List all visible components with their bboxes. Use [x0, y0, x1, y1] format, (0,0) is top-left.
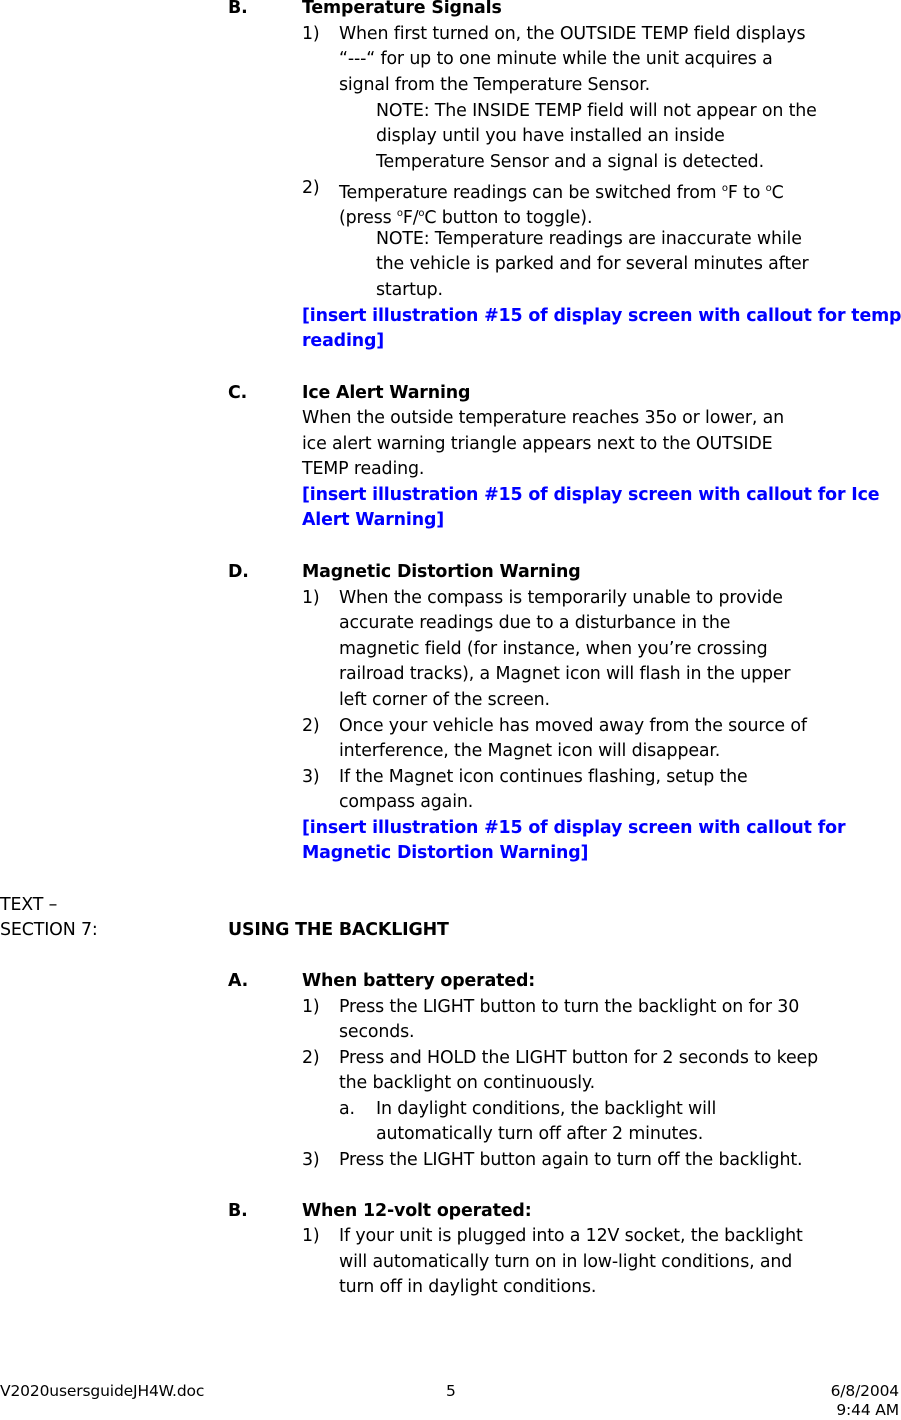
illustration-placeholder: Magnetic Distortion Warning] [302, 843, 589, 863]
illustration-placeholder: reading] [302, 331, 385, 351]
list-number: 3) [302, 767, 320, 787]
paragraph-line: compass again. [339, 792, 474, 812]
illustration-placeholder: [insert illustration #15 of display screen with callout for temp [302, 306, 901, 326]
section-letter: D. [228, 562, 249, 582]
list-letter: a. [339, 1099, 355, 1119]
note-line: Temperature Sensor and a signal is detected. [376, 152, 764, 172]
section-heading: Temperature Signals [302, 0, 502, 18]
list-number: 1) [302, 997, 320, 1017]
paragraph-line: In daylight conditions, the backlight will [376, 1099, 717, 1119]
note-line: startup. [376, 280, 443, 300]
list-number: 3) [302, 1150, 320, 1170]
paragraph-line: If the Magnet icon continues flashing, setup the [339, 767, 748, 787]
paragraph-line: (press $^o$F/$^o$C button to toggle). [339, 207, 593, 228]
paragraph-line: Temperature readings can be switched from $^o$F to $^o$C [339, 182, 784, 203]
paragraph-line: Press the LIGHT button to turn the backlight on for 30 [339, 997, 800, 1017]
paragraph-line: TEMP reading. [302, 459, 425, 479]
list-number: 2) [302, 716, 320, 736]
footer-page-number: 5 [446, 1382, 456, 1400]
paragraph-line: ice alert warning triangle appears next to the OUTSIDE [302, 434, 773, 454]
footer-filename: V2020usersguideJH4W.doc [0, 1382, 205, 1400]
paragraph-line: When the outside temperature reaches 35o or lower, an [302, 408, 784, 428]
footer-time: 9:44 AM [836, 1401, 899, 1419]
list-number: 1) [302, 588, 320, 608]
paragraph-line: railroad tracks), a Magnet icon will flash in the upper [339, 664, 791, 684]
section-letter: A. [228, 971, 249, 991]
footer-date: 6/8/2004 [830, 1382, 899, 1400]
paragraph-line: accurate readings due to a disturbance in the [339, 613, 731, 633]
paragraph-line: will automatically turn on in low-light conditions, and [339, 1252, 793, 1272]
paragraph-line: Once your vehicle has moved away from the source of [339, 716, 807, 736]
note-line: NOTE: The INSIDE TEMP field will not appear on the [376, 101, 817, 121]
paragraph-line: Press the LIGHT button again to turn off the backlight. [339, 1150, 803, 1170]
list-number: 1) [302, 1226, 320, 1246]
section-heading: When 12-volt operated: [302, 1201, 532, 1221]
illustration-placeholder: [insert illustration #15 of display screen with callout for [302, 818, 846, 838]
note-line: display until you have installed an inside [376, 126, 725, 146]
paragraph-line: seconds. [339, 1022, 415, 1042]
paragraph-line: the backlight on continuously. [339, 1073, 595, 1093]
note-line: NOTE: Temperature readings are inaccurate while [376, 229, 802, 249]
page-title: USING THE BACKLIGHT [228, 920, 449, 940]
paragraph-line: magnetic field (for instance, when you’re crossing [339, 639, 768, 659]
paragraph-line: left corner of the screen. [339, 690, 550, 710]
list-number: 1) [302, 24, 320, 44]
section-label: SECTION 7: [0, 920, 98, 940]
paragraph-line: When the compass is temporarily unable to provide [339, 588, 783, 608]
paragraph-line: signal from the Temperature Sensor. [339, 75, 651, 95]
paragraph-line: turn off in daylight conditions. [339, 1277, 597, 1297]
paragraph-line: When first turned on, the OUTSIDE TEMP field displays [339, 24, 806, 44]
paragraph-line: Press and HOLD the LIGHT button for 2 seconds to keep [339, 1048, 818, 1068]
section-heading: Ice Alert Warning [302, 383, 471, 403]
list-number: 2) [302, 178, 320, 198]
section-heading: When battery operated: [302, 971, 536, 991]
section-letter: B. [228, 0, 248, 18]
paragraph-line: “---“ for up to one minute while the unit acquires a [339, 49, 773, 69]
section-label: TEXT – [0, 895, 58, 915]
section-heading: Magnetic Distortion Warning [302, 562, 581, 582]
section-letter: B. [228, 1201, 248, 1221]
list-number: 2) [302, 1048, 320, 1068]
illustration-placeholder: [insert illustration #15 of display screen with callout for Ice [302, 485, 880, 505]
section-letter: C. [228, 383, 248, 403]
paragraph-line: automatically turn off after 2 minutes. [376, 1124, 704, 1144]
paragraph-line: interference, the Magnet icon will disappear. [339, 741, 721, 761]
note-line: the vehicle is parked and for several minutes after [376, 254, 809, 274]
illustration-placeholder: Alert Warning] [302, 510, 445, 530]
paragraph-line: If your unit is plugged into a 12V socket, the backlight [339, 1226, 803, 1246]
